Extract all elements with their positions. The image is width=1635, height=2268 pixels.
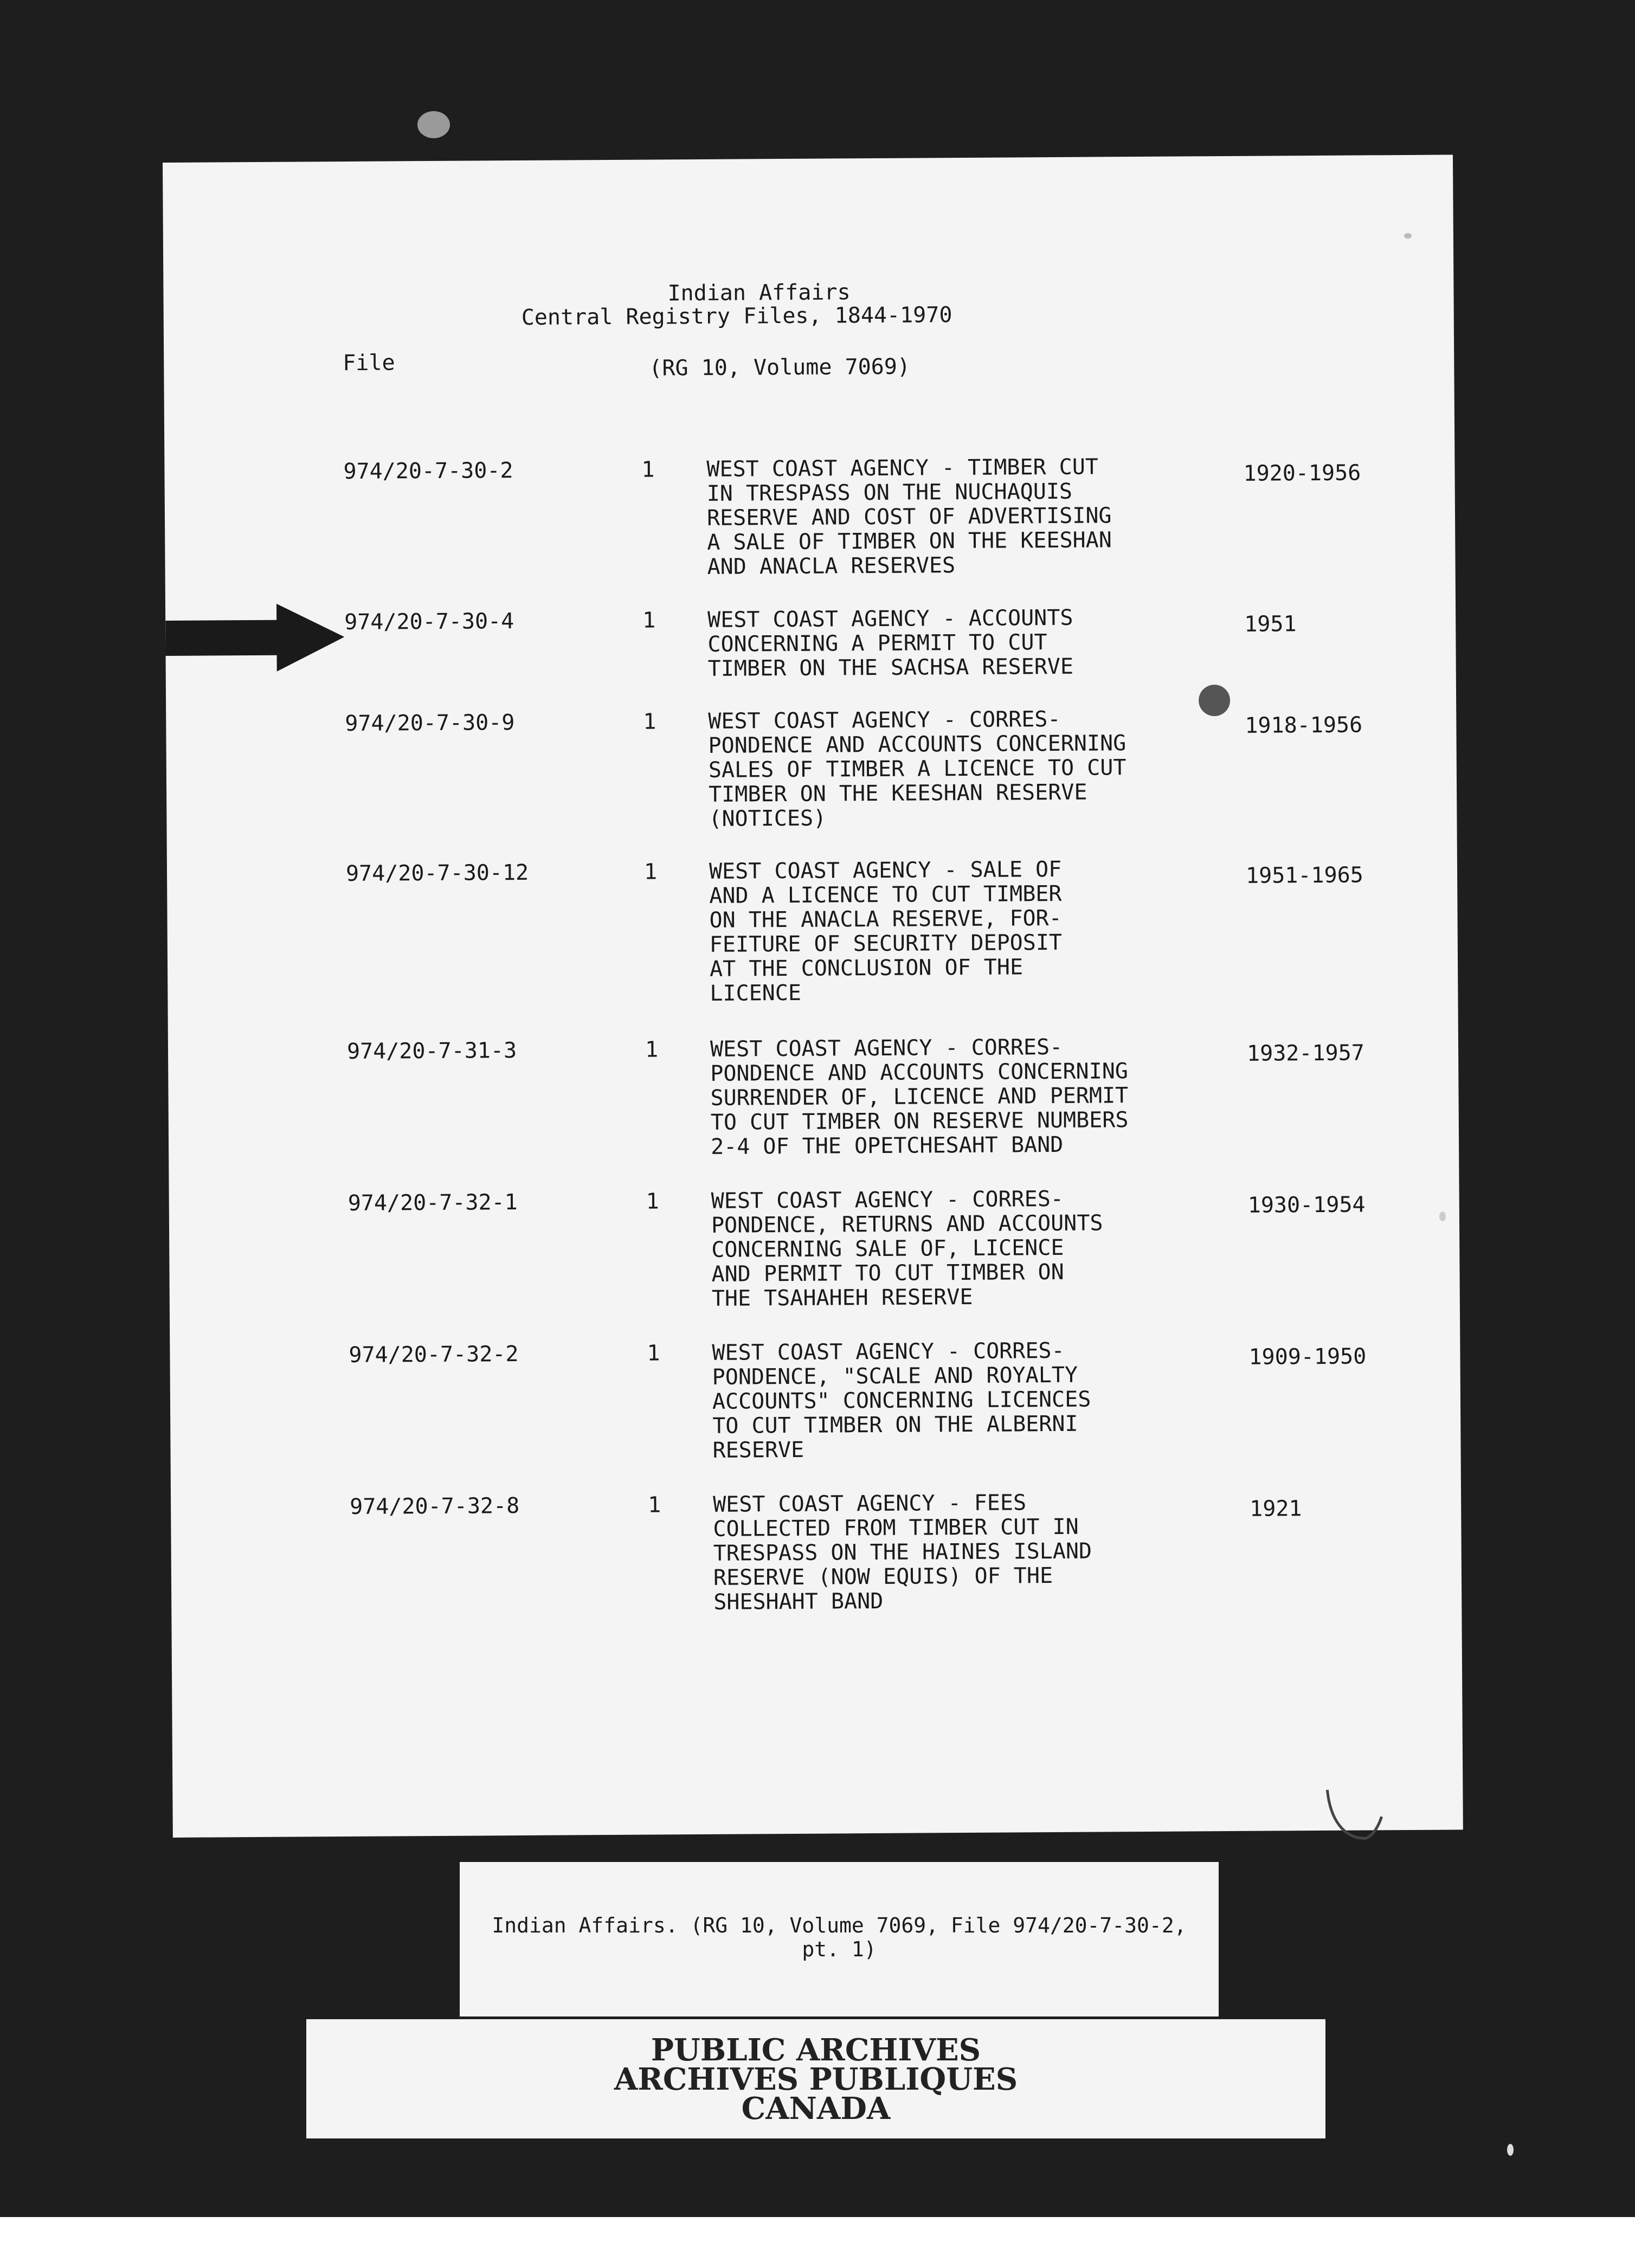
- file-description: WEST COAST AGENCY - CORRES- PONDENCE AND ACCOUNTS CONCERNING SALES OF TIMBER A LICENCE TO CUT TIMBER ON THE KEESHAN RESERVE (NOTICES): [708, 706, 1127, 832]
- file-number: 974/20-7-30-9: [345, 710, 515, 736]
- date-range: 1951-1965: [1245, 862, 1363, 888]
- file-description: WEST COAST AGENCY - CORRES- PONDENCE AND ACCOUNTS CONCERNING SURRENDER OF, LICENCE AND PERMIT TO CUT TIMBER ON RESERVE NUMBERS 2-4 OF THE OPETCHESAHT BAND: [710, 1034, 1129, 1159]
- file-number: 974/20-7-32-2: [349, 1342, 519, 1368]
- arrow-right-icon: [165, 603, 345, 675]
- file-description: WEST COAST AGENCY - TIMBER CUT IN TRESPASS ON THE NUCHAQUIS RESERVE AND COST OF ADVERTISING A SALE OF TIMBER ON THE KEESHAN AND ANACLA RESERVES: [706, 454, 1112, 579]
- dust-speck: [417, 111, 450, 138]
- stamp-line-3: CANADA: [741, 2091, 891, 2127]
- file-number: 974/20-7-31-3: [346, 1038, 517, 1064]
- archive-stamp-card: [306, 2019, 1325, 2138]
- list-item: [168, 1033, 1458, 1159]
- file-description: WEST COAST AGENCY - FEES COLLECTED FROM TIMBER CUT IN TRESPASS ON THE HAINES ISLAND RESERVE (NOW EQUIS) OF THE SHESHAHT BAND: [713, 1490, 1092, 1615]
- volume-count: 1: [643, 709, 656, 734]
- stamp-line-2: ARCHIVES PUBLIQUES: [614, 2061, 1018, 2097]
- file-number: 974/20-7-32-1: [347, 1190, 518, 1216]
- volume-reference: (RG 10, Volume 7069): [649, 354, 911, 381]
- date-range: 1951: [1244, 611, 1297, 637]
- file-description: WEST COAST AGENCY - CORRES- PONDENCE, RETURNS AND ACCOUNTS CONCERNING SALE OF, LICENCE AND PERMIT TO CUT TIMBER ON THE TSAHAHEH RESERVE: [711, 1186, 1103, 1311]
- file-number: 974/20-7-30-2: [343, 458, 513, 484]
- file-number: 974/20-7-32-8: [350, 1493, 520, 1519]
- citation-text: Indian Affairs. (RG 10, Volume 7069, File 974/20-7-30-2, pt. 1): [492, 1913, 1187, 1961]
- citation-card: [460, 1862, 1219, 2016]
- ink-blot: [1199, 685, 1230, 716]
- file-description: WEST COAST AGENCY - SALE OF AND A LICENCE TO CUT TIMBER ON THE ANACLA RESERVE, FOR- FEITURE OF SECURITY DEPOSIT AT THE CONCLUSION OF THE LICENCE: [709, 856, 1063, 1006]
- list-item: [169, 1184, 1459, 1311]
- date-range: 1932-1957: [1246, 1040, 1364, 1066]
- file-description: WEST COAST AGENCY - CORRES- PONDENCE, "SCALE AND ROYALTY ACCOUNTS" CONCERNING LICENCES TO CUT TIMBER ON THE ALBERNI RESERVE: [712, 1338, 1091, 1463]
- list-item: [170, 1336, 1460, 1463]
- date-range: 1909-1950: [1248, 1344, 1367, 1370]
- list-item: [164, 453, 1454, 579]
- stamp-line-1: PUBLIC ARCHIVES: [651, 2032, 981, 2068]
- volume-count: 1: [642, 608, 656, 633]
- registry-page: [163, 154, 1463, 1837]
- file-column-label: File: [343, 350, 395, 376]
- dust-speck: [1507, 2144, 1514, 2156]
- pencil-mark: [1322, 1787, 1387, 1847]
- date-range: 1921: [1250, 1496, 1302, 1522]
- volume-count: 1: [643, 859, 658, 885]
- date-range: 1930-1954: [1247, 1192, 1366, 1218]
- date-range: 1918-1956: [1245, 712, 1363, 738]
- page-title: Indian Affairs: [667, 280, 851, 306]
- dust-speck: [1439, 1212, 1446, 1221]
- list-item: [171, 1488, 1461, 1615]
- volume-count: 1: [641, 457, 655, 482]
- list-item: [167, 855, 1457, 1006]
- file-number: 974/20-7-30-4: [344, 609, 514, 635]
- date-range: 1920-1956: [1243, 460, 1361, 486]
- page-subtitle: Central Registry Files, 1844-1970: [521, 302, 952, 330]
- dust-speck: [1404, 233, 1412, 239]
- list-item: [165, 603, 1456, 681]
- volume-count: 1: [647, 1341, 660, 1366]
- volume-count: 1: [645, 1037, 659, 1062]
- list-item: [166, 705, 1456, 832]
- archive-stamp: [306, 2032, 1325, 2127]
- volume-count: 1: [648, 1492, 661, 1518]
- volume-count: 1: [646, 1189, 659, 1214]
- file-description: WEST COAST AGENCY - ACCOUNTS CONCERNING A PERMIT TO CUT TIMBER ON THE SACHSA RESERVE: [707, 605, 1074, 681]
- file-number: 974/20-7-30-12: [345, 860, 529, 886]
